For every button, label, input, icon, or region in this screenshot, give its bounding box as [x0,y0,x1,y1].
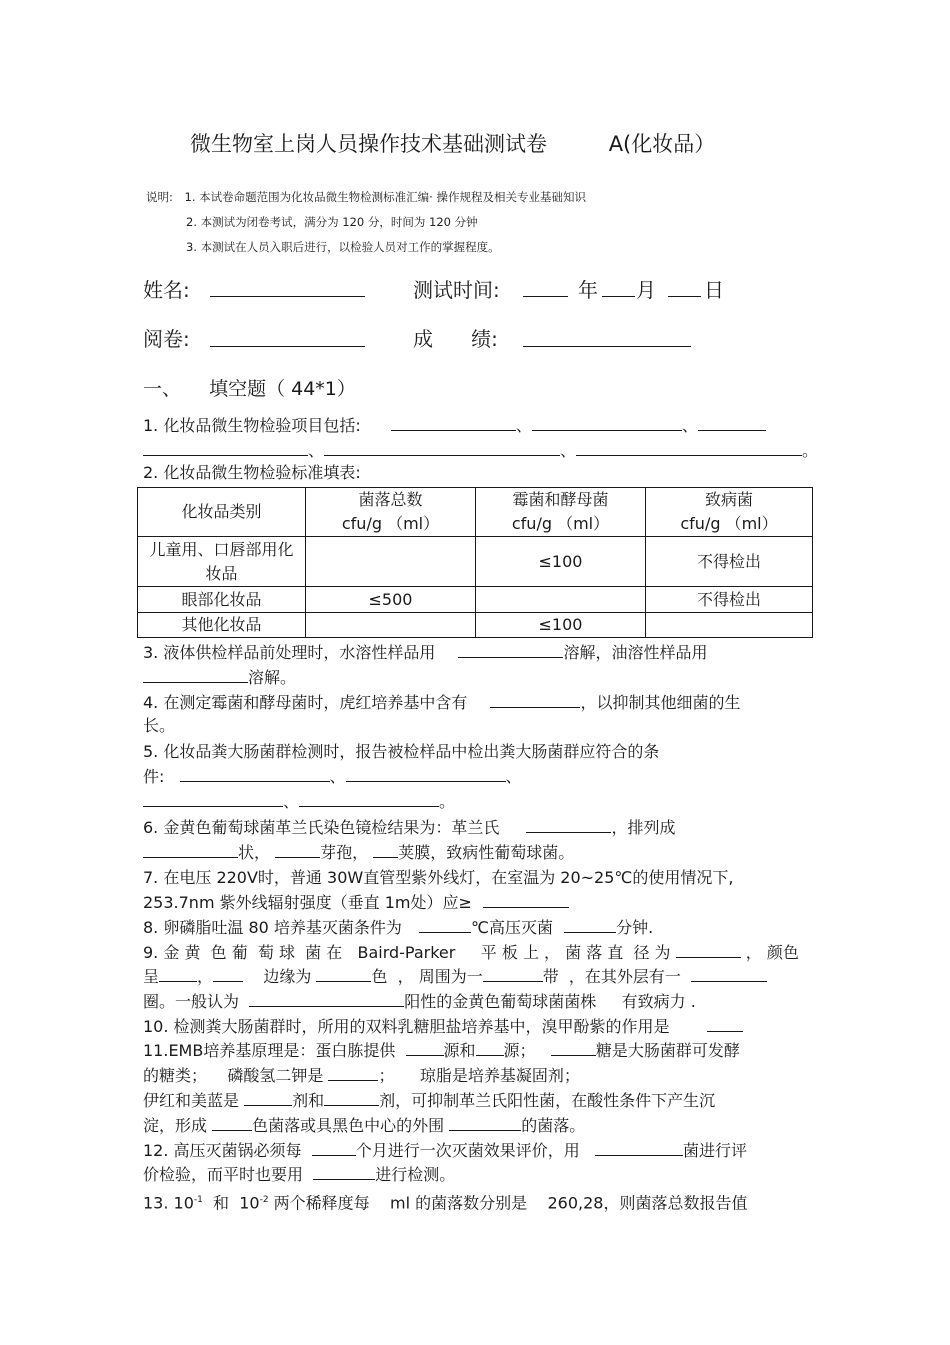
q11-blank-1[interactable] [406,1040,444,1056]
table-cell: 不得检出 [646,587,813,613]
q5-line3 [143,791,455,812]
q5-line2 [143,766,522,787]
q13-line1 [143,1190,747,1213]
section-heading [143,374,356,401]
header-cell-line: cfu/g （ml） [680,514,778,533]
q11-text-c: 源； [503,1041,536,1060]
q8-text-b: ℃高压灭菌 [470,918,553,937]
q5-text-b: 件: [143,767,165,786]
q8-text-a: 8. 卵磷脂吐温 80 培养基灭菌条件为 [143,918,402,937]
q7-line1: 7. 在电压 220V时，普通 30W直管型紫外线灯，在室温为 20~25℃的使用情况下, [143,868,734,887]
q9-text-h: 圈。一般认为 [143,992,240,1011]
q12-line1 [143,1140,747,1161]
q4-line2: 长。 [143,716,176,735]
table-cell-text: 儿童用、口唇部用化妆品 [149,539,294,583]
header-cell [646,488,813,537]
header-cell-line: 化妆品类别 [181,502,262,521]
q1-text: 1. 化妆品微生物检验项目包括: [143,416,361,435]
table-cell [138,537,306,587]
q5-sep: 、 [329,767,346,786]
test-time-label: 测试时间: [413,278,500,302]
q4-text-a: 4. 在测定霉菌和酵母菌时，虎红培养基中含有 [143,693,468,712]
q11-blank-8[interactable] [449,1115,521,1131]
q9-text-g: 带 ，在其外层有一 [542,967,681,986]
q11-blank-6[interactable] [324,1090,379,1106]
q11-blank-3[interactable] [551,1040,596,1056]
q4-blank-1[interactable] [490,692,580,708]
header-cell-line: 霉菌和酵母菌 [512,490,609,509]
q3-line1 [143,642,707,663]
header-cell [138,488,306,537]
q6-text-b: ，排列成 [611,818,676,837]
q11-text-e: 的糖类； 磷酸氢二钾是 [143,1066,324,1085]
q11-line3 [143,1090,715,1111]
q10-line [143,1016,743,1037]
day-label: 日 [704,278,724,302]
note-1-text: 1. 本试卷命题范围为化妆品微生物检测标准汇编· 操作规程及相关专业基础知识 [184,190,586,204]
q1-end: 。 [802,441,819,460]
q2-text: 2. 化妆品微生物检验标准填表: [143,463,361,482]
q9-text-d: ， [197,967,214,986]
q1-line1 [143,415,766,436]
q9-blank-2[interactable] [159,966,197,982]
q3-line2 [143,667,296,688]
q3-blank-2[interactable] [143,667,248,683]
q11-line1 [143,1040,740,1061]
q5-blank-1[interactable] [180,766,330,782]
q3-text-a: 3. 液体供检样品前处理时，水溶性样品用 [143,643,436,662]
note-3: 3. 本测试在人员入职后进行，以检验人员对工作的掌握程度。 [186,240,500,254]
table-cell[interactable] [476,587,646,613]
q11-text-d: 糖是大肠菌群可发酵 [595,1041,740,1060]
table-cell: 不得检出 [646,537,813,587]
table-cell[interactable] [646,613,813,638]
q9-blank-1[interactable] [676,942,741,958]
q5-sep: 、 [505,767,522,786]
q12-text-b: 个月进行一次灭菌效果评价，用 [355,1141,580,1160]
table-row [138,613,813,638]
q6-text-d: 芽孢， [320,843,369,862]
q8-blank-1[interactable] [419,917,471,933]
q5-end: 。 [439,792,456,811]
q9-text-a: 9. 金 黄 色 葡 萄 球 菌 在 Baird-Parker 平 板 上 ， 菌 落 直 径 为 [143,943,671,962]
q13-sup-1: -1 [193,1195,203,1205]
month-label: 月 [636,278,656,302]
q1-blank-5[interactable] [324,440,560,456]
q4-line1 [143,692,740,713]
table-row [138,587,813,613]
q6-blank-1[interactable] [526,817,611,833]
standards-table [137,487,813,638]
q11-text-a: 11.EMB培养基原理是：蛋白胨提供 [143,1041,396,1060]
q13-text-b: 和 10 [213,1193,260,1213]
q6-line1 [143,817,675,838]
q6-text-c: 状， [238,843,271,862]
q11-text-l: 的菌落。 [521,1116,586,1135]
q8-text-c: 分钟. [616,918,654,937]
q9-text-i: 阳性的金黄色葡萄球菌菌株 有致病力 . [404,992,696,1011]
header-cell-line: cfu/g （ml） [341,514,440,533]
q1-line2 [143,440,818,461]
q7-blank-1[interactable] [483,892,569,908]
q11-text-k: 色菌落或具黑色中心的外围 [252,1116,445,1135]
q1-sep: 、 [560,441,577,460]
q9-blank-4[interactable] [316,966,371,982]
q1-blank-6[interactable] [576,440,802,456]
section-number: 一、 [143,378,182,400]
section-title: 填空题（ 44*1） [209,378,356,400]
q11-text-i: 剂，可抑制革兰氏阳性菌，在酸性条件下产生沉 [379,1091,716,1110]
year-field[interactable] [523,296,568,297]
q6-blank-3[interactable] [275,842,320,858]
q11-text-b: 源和 [443,1041,476,1060]
q12-text-c: 菌进行评 [683,1141,748,1160]
q11-blank-2[interactable] [476,1040,504,1056]
q1-blank-2[interactable] [532,415,682,431]
note-label: 说明: [146,190,173,204]
month-field[interactable] [602,296,635,297]
q5-blank-2[interactable] [346,766,506,782]
q12-text-d: 价检验，而平时也要用 [143,1165,304,1184]
q1-sep: 、 [515,416,532,435]
q5-blank-4[interactable] [299,791,439,807]
q8-blank-2[interactable] [564,917,616,933]
q6-text-e: 荚膜，致病性葡萄球菌。 [398,843,575,862]
reviewer-label: 阅卷: [143,327,190,351]
name-label: 姓名: [143,278,190,302]
note-1 [146,189,586,205]
q11-blank-4[interactable] [328,1065,378,1081]
q12-blank-1[interactable] [312,1140,356,1156]
q12-text-e: 进行检测。 [375,1165,456,1184]
header-cell-line: cfu/g （ml） [511,514,610,533]
q13-text-a: 13. 10 [143,1193,194,1213]
table-cell[interactable] [306,613,476,638]
score-label: 成 绩: [413,327,498,351]
q8-line [143,917,653,938]
q9-text-e: 边缘为 [263,967,312,986]
q9-blank-6[interactable] [691,966,767,982]
q3-text-b: 溶解，油溶性样品用 [563,643,708,662]
q10-text-a: 10. 检测粪大肠菌群时，所用的双料乳糖胆盐培养基中，溴甲酚紫的作用是 [143,1017,670,1036]
q1-blank-1[interactable] [391,415,516,431]
q11-text-h: 剂和 [292,1091,325,1110]
q10-blank-1[interactable] [707,1016,743,1032]
q12-blank-3[interactable] [313,1164,375,1180]
q9-text-b: ， 颜色 [745,943,799,962]
q6-text-a: 6. 金黄色葡萄球菌革兰氏染色镜检结果为：革兰氏 [143,818,500,837]
q11-text-g: 伊红和美蓝是 [143,1091,240,1110]
page-title [190,128,715,158]
q4-text-b: ，以抑制其他细菌的生 [580,693,741,712]
q1-blank-4[interactable] [143,440,308,456]
q6-blank-2[interactable] [143,842,238,858]
q9-text-f: 色 ， 周围为一 [371,967,483,986]
table-cell[interactable] [306,537,476,587]
header-cell [306,488,476,537]
title-main: 微生物室上岗人员操作技术基础测试卷 [190,132,547,156]
note-2: 2. 本测试为闭卷考试，满分为 120 分，时间为 120 分钟 [186,215,478,229]
header-cell [476,488,646,537]
q7-line2 [143,892,569,913]
reviewer-field[interactable] [210,346,365,347]
q1-blank-3[interactable] [698,415,766,431]
table-cell: 眼部化妆品 [138,587,306,613]
q7-text-b: 253.7nm 紫外线辐射强度（垂直 1m处）应≥ [143,893,472,912]
q11-text-f: ； 琼脂是培养基凝固剂； [378,1066,580,1085]
table-cell: 其他化妆品 [138,613,306,638]
q3-text-c: 溶解。 [248,668,297,687]
q11-line4 [143,1115,585,1136]
title-suffix: A(化妆品） [608,132,716,156]
q5-line1: 5. 化妆品粪大肠菌群检测时，报告被检样品中检出粪大肠菌群应符合的条 [143,742,660,761]
q9-blank-3[interactable] [213,966,243,982]
q5-sep: 、 [283,792,300,811]
q5-blank-3[interactable] [143,791,283,807]
q11-line2 [143,1065,580,1086]
score-field[interactable] [523,346,691,347]
q11-blank-7[interactable] [212,1115,252,1131]
q11-blank-5[interactable] [244,1090,292,1106]
table-cell: ≤100 [476,537,646,587]
q9-blank-7[interactable] [249,991,404,1007]
year-label: 年 [578,278,598,302]
q6-blank-4[interactable] [373,842,398,858]
table-cell: ≤100 [476,613,646,638]
q6-line2 [143,842,574,863]
header-cell-line: 菌落总数 [358,490,423,509]
q9-blank-5[interactable] [483,966,543,982]
q1-sep: 、 [681,416,698,435]
q13-sup-2: -2 [259,1195,269,1205]
q9-line2 [143,966,767,987]
table-cell: ≤500 [306,587,476,613]
q9-line1 [143,942,799,963]
q11-text-j: 淀，形成 [143,1116,208,1135]
day-field[interactable] [668,296,701,297]
q12-line2 [143,1164,455,1185]
table-row [138,537,813,587]
q1-sep: 、 [308,441,325,460]
q12-blank-2[interactable] [595,1140,683,1156]
q12-text-a: 12. 高压灭菌锅必须每 [143,1141,302,1160]
q13-text-c: 两个稀释度每 ml 的菌落数分别是 260,28，则菌落总数报告值 [273,1193,748,1213]
table-header-row [138,488,813,537]
name-field[interactable] [210,296,365,297]
q9-line3 [143,991,696,1012]
q9-text-c: 呈 [143,967,160,986]
q3-blank-1[interactable] [458,642,563,658]
header-cell-line: 致病菌 [704,490,753,509]
